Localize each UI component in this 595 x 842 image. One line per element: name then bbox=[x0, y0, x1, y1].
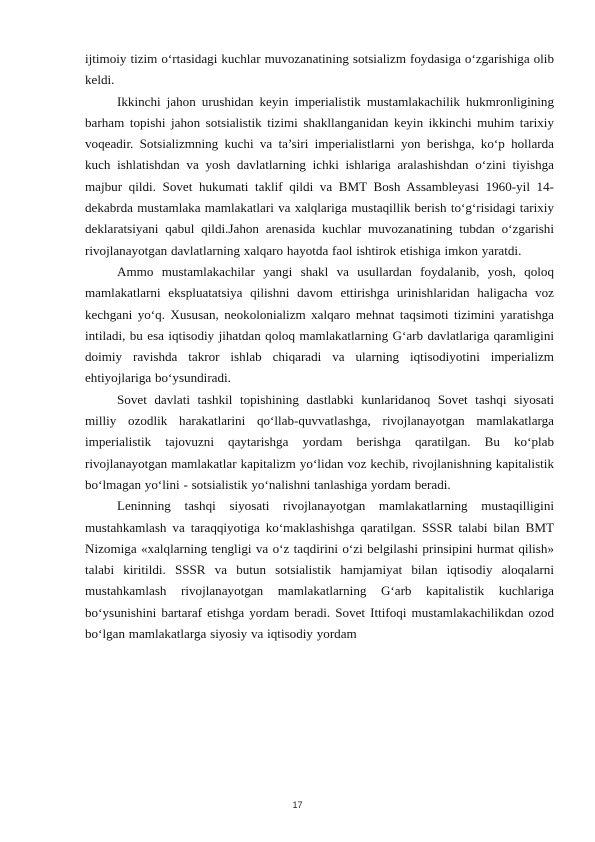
paragraph-4: Sovet davlati tashkil topishining dastlabki kunlaridanoq Sovet tashqi siyosati milliy ozodlik harakatlarini qo‘llab-quvvatlashga, rivojlanayotgan mamlakatlarga imperialistik tajovuzni qaytarishga yordam berishga qaratilgan. Bu ko‘plab rivojlanayotgan mamlakatlar kapitalizm yo‘lidan voz kechib, rivojlanishning kapitalistik bo‘lmagan yo‘lini - sotsialistik yo‘nalishni tanlashiga yordam beradi. bbox=[85, 391, 554, 492]
document-body bbox=[85, 48, 554, 644]
page-number: 17 bbox=[292, 800, 303, 810]
paragraph-5: Leninning tashqi siyosati rivojlanayotgan mamlakatlarning mustaqilligini mustahkamlash va taraqqiyotiga ko‘maklashishga qaratilgan. SSSR talabi bilan BMT Nizomiga «xalqlarning tengligi va o‘z taqdirini o‘zi belgilashi prinsipini hurmat qilish» talabi kiritildi. SSSR va butun sotsialistik hamjamiyat bilan iqtisodiy aloqalarni mustahkamlash rivojlanayotgan mamlakatlarning G‘arb kapitalistik kuchlariga bo‘ysunishini bartaraf etishga yordam beradi. Sovet Ittifoqi mustamlakachilikdan ozod bo‘lgan mamlakatlarga siyosiy va iqtisodiy yordam bbox=[85, 498, 554, 642]
paragraph-1: ijtimoiy tizim o‘rtasidagi kuchlar muvozanatining sotsializm foydasiga o‘zgarishiga olib keldi. bbox=[85, 51, 554, 88]
paragraph-2: Ikkinchi jahon urushidan keyin imperialistik mustamlakachilik hukmronligining barham topishi jahon sotsialistik tizimi shakllanganidan keyin ikkinchi muhim tarixiy voqeadir. Sotsializmning kuchi va ta’siri imperialistlarni yon berishga, ko‘p hollarda kuch ishlatishdan va yosh davlatlarning ichki ishlariga aralashishdan o‘zini tiyishga majbur qildi. Sovet hukumati taklif qildi va BMT Bosh Assambleyasi 1960-yil 14-dekabrda mustamlaka mamlakatlari va xalqlariga mustaqillik berish to‘g‘risidagi tarixiy deklaratsiyani qabul qildi.Jahon arenasida kuchlar muvozanatining tubdan o‘zgarishi rivojlanayotgan davlatlarning xalqaro hayotda faol ishtirok etishiga imkon yaratdi. bbox=[85, 93, 554, 258]
paragraph-3: Ammo mustamlakachilar yangi shakl va usullardan foydalanib, yosh, qoloq mamlakatlarni ekspluatatsiya qilishni davom ettirishga urinishlaridan haligacha voz kechgani yo‘q. Xususan, neokolonializm xalqaro mehnat taqsimoti tizimini yaratishga intiladi, bu esa iqtisodiy jihatdan qoloq mamlakatlarning G‘arb davlatlariga qaramligini doimiy ravishda takror ishlab chiqaradi va ularning iqtisodiyotini imperializm ehtiyojlariga bo‘ysundiradi. bbox=[85, 263, 554, 386]
